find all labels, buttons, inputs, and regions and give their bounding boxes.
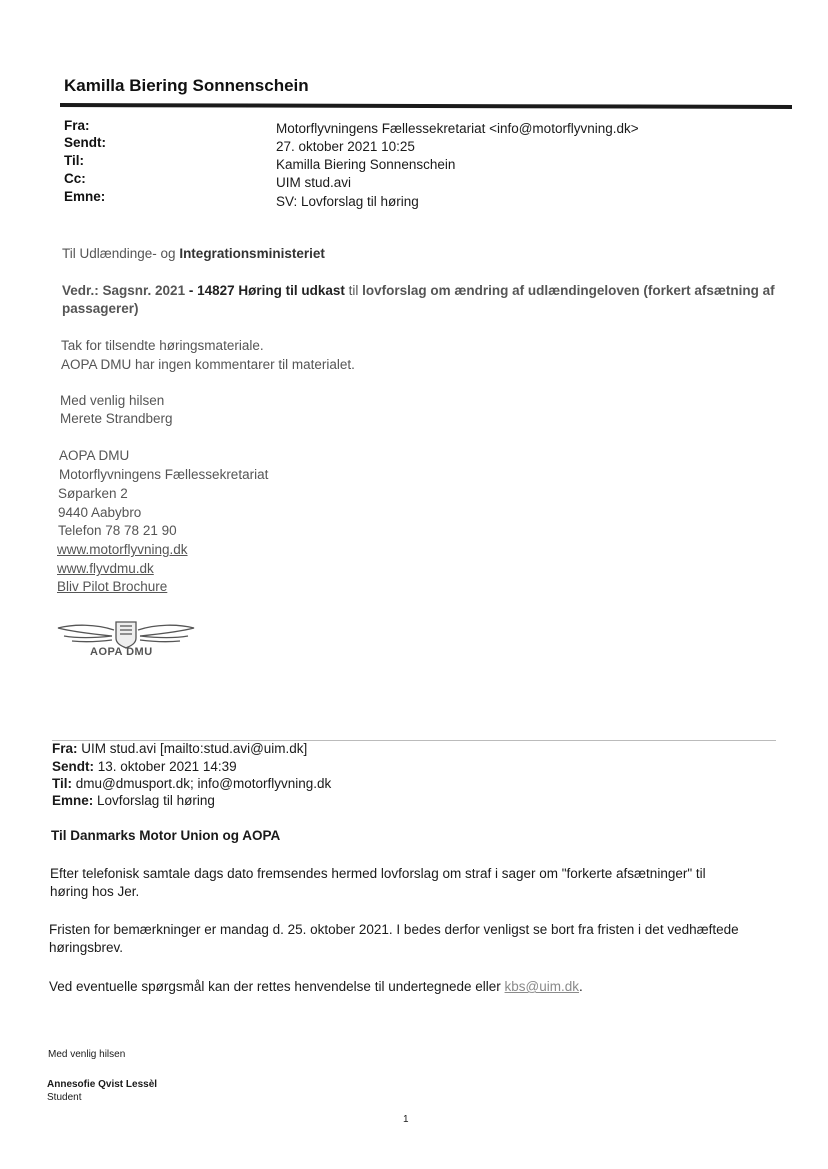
orig-from-label: Fra: [52,741,78,756]
mailbox-owner-name: Kamilla Biering Sonnenschein [64,76,309,95]
signature-street: Søparken 2 [58,486,128,501]
reply-reference [62,283,775,298]
orig-paragraph2-line1: Fristen for bemærkninger er mandag d. 25. oktober 2021. I bedes derfor venligst se bort fra fristen i det vedhæftede [49,922,739,937]
orig-signer: Annesofie Qvist Lessèl [47,1079,158,1090]
orig-sent-value: 13. oktober 2021 14:39 [97,759,237,774]
sent-label: Sendt: [64,135,106,150]
orig-paragraph1-line2: høring hos Jer. [50,884,140,899]
reply-greeting [62,246,325,261]
signature-org-full: Motorflyvningens Fællessekretariat [59,467,269,482]
orig-subject-label: Emne: [52,793,94,808]
orig-paragraph3-text: Ved eventuelle spørgsmål kan der rettes henvendelse til undertegnede eller [49,979,505,994]
ref-part-a: Vedr.: Sagsnr. 2021 [62,283,189,298]
to-label: Til: [64,153,84,168]
orig-subject-value: Lovforslag til høring [97,793,215,808]
orig-paragraph1-line1: Efter telefonisk samtale dags dato fremsendes hermed lovforslag om straf i sager om "forkerte afsætninger" til [50,866,706,881]
link-motorflyvning[interactable]: www.motorflyvning.dk [57,542,188,557]
orig-greeting: Til Danmarks Motor Union og AOPA [51,828,281,843]
orig-to-label: Til: [52,776,72,791]
link-pilot-brochure[interactable]: Bliv Pilot Brochure [57,579,168,594]
greeting-ministry: Integrationsministeriet [179,246,325,261]
from-value: Motorflyvningens Fællessekretariat <info@motorflyvning.dk> [276,121,639,136]
reply-reference-line2: passagerer) [62,301,139,316]
signature-phone: Telefon 78 78 21 90 [58,523,177,538]
ref-part-c: til [348,283,363,298]
greeting-prefix: Til Udlændinge- og [62,246,180,261]
signature-org: AOPA DMU [59,448,130,463]
orig-from-value: UIM stud.avi [mailto:stud.avi@uim.dk] [81,741,308,756]
orig-signer-role: Student [47,1092,82,1103]
orig-paragraph3-end: . [579,979,583,994]
ref-part-d: lovforslag om ændring af udlændingeloven (forkert afsætning af [362,283,775,298]
to-value: Kamilla Biering Sonnenschein [276,157,456,172]
orig-sent-label: Sendt: [52,759,94,774]
header-divider [60,103,792,109]
cc-value: UIM stud.avi [276,175,352,190]
orig-paragraph2-line2: høringsbrev. [49,940,124,955]
logo-caption: AOPA DMU [90,646,153,658]
from-label: Fra: [64,118,90,133]
link-flyvdmu[interactable]: www.flyvdmu.dk [57,561,154,576]
orig-closing: Med venlig hilsen [48,1049,126,1060]
reply-no-comments: AOPA DMU har ingen kommentarer til materialet. [61,357,355,372]
orig-email-link[interactable]: kbs@uim.dk [504,979,580,994]
subject-value: SV: Lovforslag til høring [276,194,419,209]
sent-value: 27. oktober 2021 10:25 [276,139,415,154]
orig-subject-line [52,793,215,808]
orig-from-line [52,741,307,756]
ref-part-b: - 14827 Høring til udkast [188,283,349,298]
orig-to-value: dmu@dmusport.dk; info@motorflyvning.dk [75,776,332,791]
orig-sent-line [52,759,237,774]
cc-label: Cc: [64,171,86,186]
reply-thanks: Tak for tilsendte høringsmateriale. [61,338,264,353]
signature-city: 9440 Aabybro [58,505,142,520]
orig-to-line [52,776,331,791]
reply-signer: Merete Strandberg [60,411,173,426]
reply-closing: Med venlig hilsen [60,393,165,408]
subject-label: Emne: [64,189,106,204]
orig-paragraph3 [49,979,583,994]
page-number: 1 [403,1114,409,1125]
